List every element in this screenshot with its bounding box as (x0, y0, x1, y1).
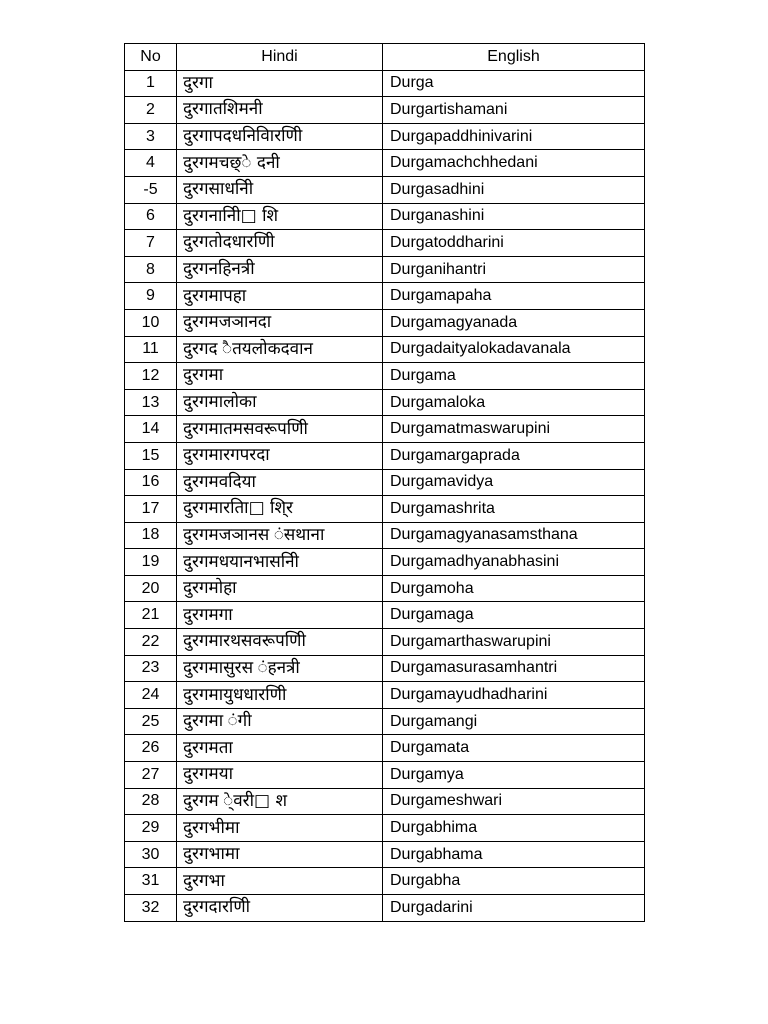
cell-english: Durga (383, 70, 645, 97)
cell-no: 11 (125, 336, 177, 363)
cell-english: Durgapaddhinivarini (383, 123, 645, 150)
cell-hindi: दुरगमारगपरदा (177, 442, 383, 469)
cell-hindi: दुरगमचछ्े दनी (177, 150, 383, 177)
cell-no: 15 (125, 442, 177, 469)
cell-no: -5 (125, 176, 177, 203)
cell-hindi: दुरगमजञानस ंसथाना (177, 522, 383, 549)
cell-no: 16 (125, 469, 177, 496)
cell-english: Durgamasurasamhantri (383, 655, 645, 682)
cell-no: 18 (125, 522, 177, 549)
cell-no: 30 (125, 841, 177, 868)
table-row (125, 629, 645, 656)
cell-english: Durgameshwari (383, 788, 645, 815)
cell-english: Durgatoddharini (383, 230, 645, 257)
cell-no: 20 (125, 575, 177, 602)
cell-hindi: दुरगम े्वरी□ श (177, 788, 383, 815)
cell-english: Durgamavidya (383, 469, 645, 496)
cell-english: Durgabha (383, 868, 645, 895)
cell-english: Durgamangi (383, 708, 645, 735)
table-row (125, 97, 645, 124)
table-row (125, 602, 645, 629)
cell-english: Durgamagyanasamsthana (383, 522, 645, 549)
header-no: No (125, 44, 177, 71)
cell-hindi: दुरगद ैतयलोकदवान (177, 336, 383, 363)
cell-no: 13 (125, 389, 177, 416)
table-row (125, 176, 645, 203)
cell-no: 2 (125, 97, 177, 124)
table-row (125, 150, 645, 177)
cell-no: 1 (125, 70, 177, 97)
cell-hindi: दुरगसाधनिी (177, 176, 383, 203)
cell-no: 17 (125, 496, 177, 523)
table-row (125, 389, 645, 416)
cell-english: Durgamaloka (383, 389, 645, 416)
cell-no: 21 (125, 602, 177, 629)
header-hindi: Hindi (177, 44, 383, 71)
cell-english: Durgamata (383, 735, 645, 762)
cell-english: Durgamaga (383, 602, 645, 629)
cell-english: Durgamarthaswarupini (383, 629, 645, 656)
cell-hindi: दुरगदारणिी (177, 895, 383, 922)
cell-no: 7 (125, 230, 177, 257)
cell-english: Durgama (383, 363, 645, 390)
cell-hindi: दुरगमवदिया (177, 469, 383, 496)
header-english: English (383, 44, 645, 71)
cell-hindi: दुरगमारथसवरूपणिी (177, 629, 383, 656)
cell-english: Durgamargaprada (383, 442, 645, 469)
cell-english: Durgamashrita (383, 496, 645, 523)
cell-no: 6 (125, 203, 177, 230)
cell-no: 3 (125, 123, 177, 150)
table-row (125, 70, 645, 97)
table-row (125, 442, 645, 469)
table-row (125, 841, 645, 868)
durga-names-table (124, 43, 645, 922)
cell-hindi: दुरगमासुरस ंहनत्री (177, 655, 383, 682)
cell-hindi: दुरगातशिमनी (177, 97, 383, 124)
table-row (125, 895, 645, 922)
cell-hindi: दुरगा (177, 70, 383, 97)
table-row (125, 655, 645, 682)
cell-no: 14 (125, 416, 177, 443)
cell-hindi: दुरगमधयानभासनिी (177, 549, 383, 576)
cell-english: Durgabhama (383, 841, 645, 868)
cell-english: Durgamayudhadharini (383, 682, 645, 709)
cell-hindi: दुरगमापहा (177, 283, 383, 310)
cell-english: Durgamya (383, 762, 645, 789)
table-row (125, 336, 645, 363)
table-row (125, 682, 645, 709)
table-row (125, 309, 645, 336)
table-row (125, 815, 645, 842)
cell-english: Durgamapaha (383, 283, 645, 310)
cell-english: Durganashini (383, 203, 645, 230)
cell-no: 31 (125, 868, 177, 895)
table-row (125, 735, 645, 762)
table-row (125, 762, 645, 789)
cell-hindi: दुरगभीमा (177, 815, 383, 842)
cell-hindi: दुरगमायुधधारणिी (177, 682, 383, 709)
table-row (125, 496, 645, 523)
cell-no: 23 (125, 655, 177, 682)
cell-hindi: दुरगमारतिा□ शि्र (177, 496, 383, 523)
cell-english: Durgamachchhedani (383, 150, 645, 177)
table-row (125, 788, 645, 815)
cell-english: Durgamatmaswarupini (383, 416, 645, 443)
table-row (125, 469, 645, 496)
cell-no: 19 (125, 549, 177, 576)
cell-english: Durgadarini (383, 895, 645, 922)
cell-english: Durganihantri (383, 256, 645, 283)
cell-no: 9 (125, 283, 177, 310)
cell-no: 24 (125, 682, 177, 709)
cell-hindi: दुरगमा (177, 363, 383, 390)
table-body (125, 70, 645, 921)
cell-no: 4 (125, 150, 177, 177)
cell-hindi: दुरगनहिनत्री (177, 256, 383, 283)
cell-no: 10 (125, 309, 177, 336)
table-row (125, 868, 645, 895)
cell-english: Durgamagyanada (383, 309, 645, 336)
table-row (125, 575, 645, 602)
table-row (125, 256, 645, 283)
cell-hindi: दुरगमोहा (177, 575, 383, 602)
cell-no: 32 (125, 895, 177, 922)
cell-no: 12 (125, 363, 177, 390)
cell-hindi: दुरगभामा (177, 841, 383, 868)
table-header-row (125, 44, 645, 71)
cell-english: Durgadaityalokadavanala (383, 336, 645, 363)
cell-english: Durgamadhyanabhasini (383, 549, 645, 576)
cell-hindi: दुरगापदधनिविारणिी (177, 123, 383, 150)
cell-hindi: दुरगमातमसवरूपणिी (177, 416, 383, 443)
cell-hindi: दुरगमजञानदा (177, 309, 383, 336)
table-row (125, 283, 645, 310)
cell-no: 26 (125, 735, 177, 762)
cell-no: 29 (125, 815, 177, 842)
table-row (125, 708, 645, 735)
table-row (125, 549, 645, 576)
cell-hindi: दुरगभा (177, 868, 383, 895)
cell-hindi: दुरगमता (177, 735, 383, 762)
cell-no: 25 (125, 708, 177, 735)
cell-english: Durgamoha (383, 575, 645, 602)
cell-no: 28 (125, 788, 177, 815)
cell-hindi: दुरगतोदधारणिी (177, 230, 383, 257)
cell-english: Durgartishamani (383, 97, 645, 124)
table-row (125, 416, 645, 443)
cell-english: Durgasadhini (383, 176, 645, 203)
table-row (125, 363, 645, 390)
table-row (125, 230, 645, 257)
cell-no: 8 (125, 256, 177, 283)
cell-hindi: दुरगमगा (177, 602, 383, 629)
cell-hindi: दुरगमालोका (177, 389, 383, 416)
cell-no: 27 (125, 762, 177, 789)
table-row (125, 203, 645, 230)
cell-english: Durgabhima (383, 815, 645, 842)
cell-hindi: दुरगमा ंगी (177, 708, 383, 735)
cell-hindi: दुरगनानिी□ शि (177, 203, 383, 230)
table-row (125, 123, 645, 150)
table-row (125, 522, 645, 549)
cell-hindi: दुरगमया (177, 762, 383, 789)
cell-no: 22 (125, 629, 177, 656)
